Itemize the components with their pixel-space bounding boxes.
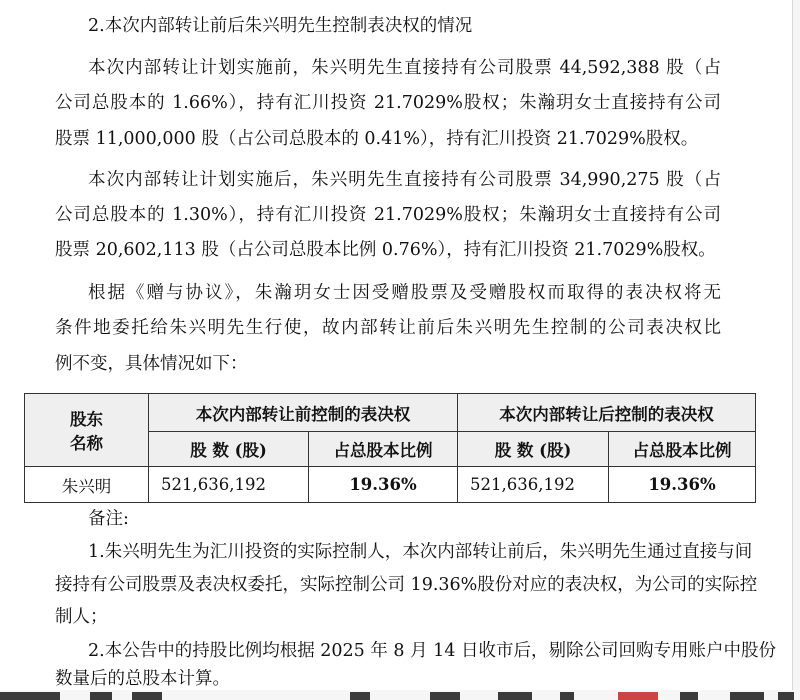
paragraph-1-line-1: 本次内部转让计划实施前，朱兴明先生直接持有公司股票 44,592,388 股（占 <box>88 58 721 78</box>
note-1-line-1: 1.朱兴明先生为汇川投资的实际控制人，本次内部转让前后，朱兴明先生通过直接与间 <box>88 542 753 562</box>
paragraph-2-line-2: 公司总股本的 1.30%），持有汇川投资 21.7029%股权；朱瀚玥女士直接持有公司 <box>55 205 721 225</box>
cell-before-shares: 521,636,192 <box>149 467 309 503</box>
note-1-line-3: 制人； <box>55 607 108 627</box>
note-2-line-1: 2.本公告中的持股比例均根据 2025 年 8 月 14 日收市后，剔除公司回购专用账户中股份 <box>88 641 777 661</box>
notes-label: 备注: <box>88 509 129 529</box>
section-heading: 2.本次内部转让前后朱兴明先生控制表决权的情况 <box>88 16 473 36</box>
subheader-after-shares: 股 数 (股) <box>458 432 609 467</box>
header-shareholder-line2: 名称 <box>70 434 103 453</box>
paragraph-3-line-2: 条件地委托给朱兴明先生行使，故内部转让前后朱兴明先生控制的公司表决权比 <box>55 318 721 338</box>
paragraph-2-line-3: 股票 20,602,113 股（占公司总股本比例 0.76%），持有汇川投资 21.7029%股权。 <box>55 240 716 260</box>
header-shareholder-line1: 股东 <box>70 410 103 429</box>
paragraph-2-line-1: 本次内部转让计划实施后，朱兴明先生直接持有公司股票 34,990,275 股（占 <box>88 170 721 190</box>
table-row <box>25 467 756 503</box>
paragraph-3-line-1: 根据《赠与协议》，朱瀚玥女士因受赠股票及受赠股权而取得的表决权将无 <box>88 283 721 303</box>
header-shareholder-name <box>25 394 149 467</box>
subheader-before-ratio: 占总股本比例 <box>309 432 458 467</box>
header-after-transfer: 本次内部转让后控制的表决权 <box>458 394 756 432</box>
note-1-line-2: 接持有公司股票及表决权委托，实际控制公司 19.36%股份对应的表决权，为公司的实际控 <box>55 575 758 595</box>
subheader-before-shares: 股 数 (股) <box>149 432 309 467</box>
next-page-cropped-strip <box>0 690 800 700</box>
paragraph-3-line-3: 例不变，具体情况如下： <box>55 354 248 374</box>
cell-after-shares: 521,636,192 <box>458 467 609 503</box>
paragraph-1-line-3: 股票 11,000,000 股（占公司总股本的 0.41%），持有汇川投资 21.7029%股权。 <box>55 129 699 149</box>
paragraph-1-line-2: 公司总股本的 1.66%），持有汇川投资 21.7029%股权；朱瀚玥女士直接持有公司 <box>55 93 721 113</box>
header-before-transfer: 本次内部转让前控制的表决权 <box>149 394 458 432</box>
cell-after-ratio: 19.36% <box>609 467 756 503</box>
cell-before-ratio: 19.36% <box>309 467 458 503</box>
voting-rights-table <box>24 393 756 503</box>
cell-shareholder-name: 朱兴明 <box>25 467 149 503</box>
subheader-after-ratio: 占总股本比例 <box>609 432 756 467</box>
note-2-line-2: 数量后的总股本计算。 <box>55 669 230 689</box>
